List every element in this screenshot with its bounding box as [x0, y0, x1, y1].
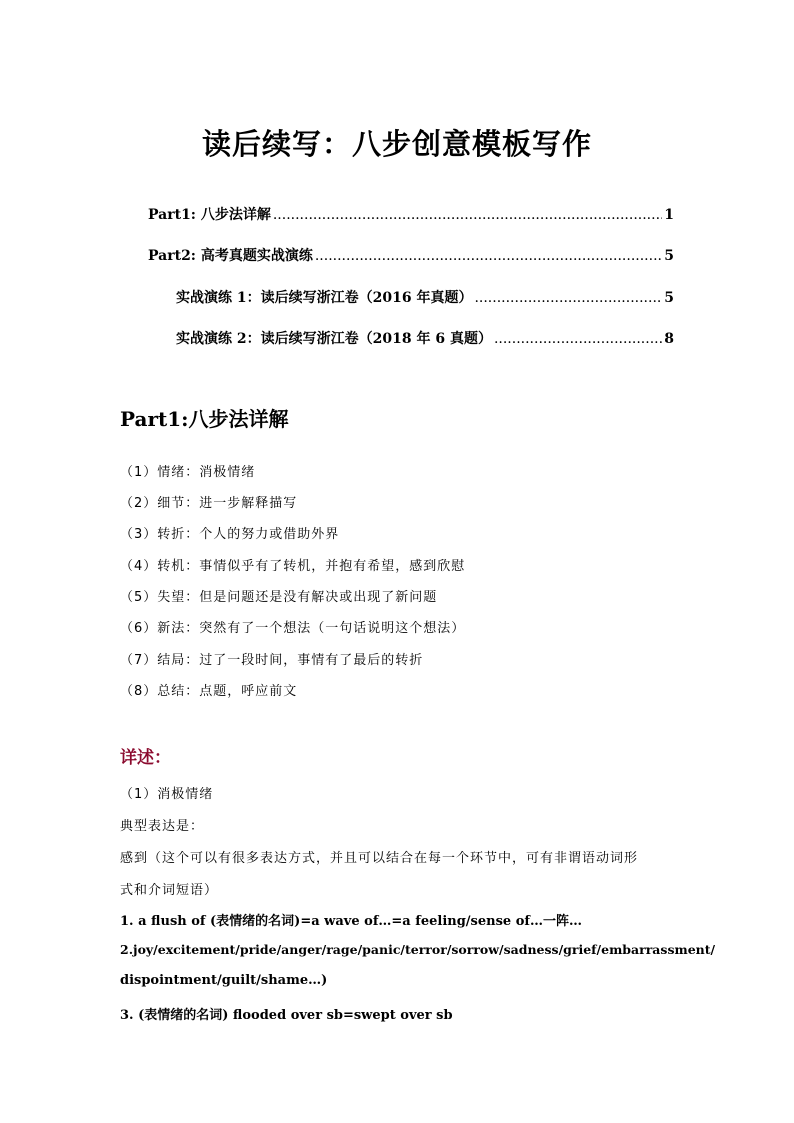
- expression-item: 3. (表情绪的名词) flooded over sb=swept over sb: [120, 1008, 453, 1023]
- step-item: （4）转机：事情似乎有了转机，并抱有希望，感到欣慰: [120, 559, 466, 574]
- toc-leader-dots: [315, 248, 662, 264]
- detail-intro: 典型表达是：: [120, 819, 205, 834]
- toc-entry-label: Part2: 高考真题实战演练: [148, 248, 313, 264]
- document-title: 读后续写：八步创意模板写作: [201, 127, 592, 161]
- step-item: （2）细节：进一步解释描写: [120, 496, 298, 511]
- step-item: （7）结局：过了一段时间，事情有了最后的转折: [120, 653, 424, 668]
- step-item: （6）新法：突然有了一个想法（一句话说明这个想法）: [120, 621, 466, 636]
- detail-paragraph: 感到（这个可以有很多表达方式，并且可以结合在每一个环节中，可有非谓语动词形: [120, 851, 639, 866]
- detail-heading: 详述：: [120, 748, 171, 768]
- toc-leader-dots: [474, 290, 662, 306]
- toc-entry-page: 5: [664, 290, 674, 306]
- section-heading: Part1:八步法详解: [120, 407, 289, 431]
- expression-item: 1. a flush of (表情绪的名词)=a wave of…=a feeling/sense of…一阵…: [120, 914, 582, 929]
- expression-item: dispointment/guilt/shame…): [120, 973, 328, 988]
- detail-subheading: （1）消极情绪: [120, 787, 214, 802]
- step-item: （8）总结：点题，呼应前文: [120, 684, 298, 699]
- step-item: （1）情绪：消极情绪: [120, 465, 256, 480]
- toc-entry-page: 8: [664, 331, 674, 347]
- expression-item: 2.joy/excitement/pride/anger/rage/panic/terror/sorrow/sadness/grief/embarrassment/: [120, 942, 716, 957]
- toc-entry-label: Part1: 八步法详解: [148, 207, 271, 223]
- toc-entry-label: 实战演练 2：读后续写浙江卷（2018 年 6 真题）: [176, 331, 492, 347]
- toc-entry-label: 实战演练 1：读后续写浙江卷（2016 年真题）: [176, 290, 473, 306]
- toc-entry[interactable]: [148, 245, 674, 265]
- toc-entry[interactable]: [176, 287, 674, 307]
- toc-entry-page: 1: [664, 207, 674, 223]
- detail-paragraph: 式和介词短语）: [120, 883, 219, 898]
- toc-entry-page: 5: [664, 248, 674, 264]
- toc-leader-dots: [494, 331, 662, 347]
- toc-entry[interactable]: [176, 328, 674, 348]
- toc-entry[interactable]: [148, 204, 674, 224]
- step-item: （3）转折：个人的努力或借助外界: [120, 527, 340, 542]
- step-item: （5）失望：但是问题还是没有解决或出现了新问题: [120, 590, 438, 605]
- toc-leader-dots: [273, 207, 662, 223]
